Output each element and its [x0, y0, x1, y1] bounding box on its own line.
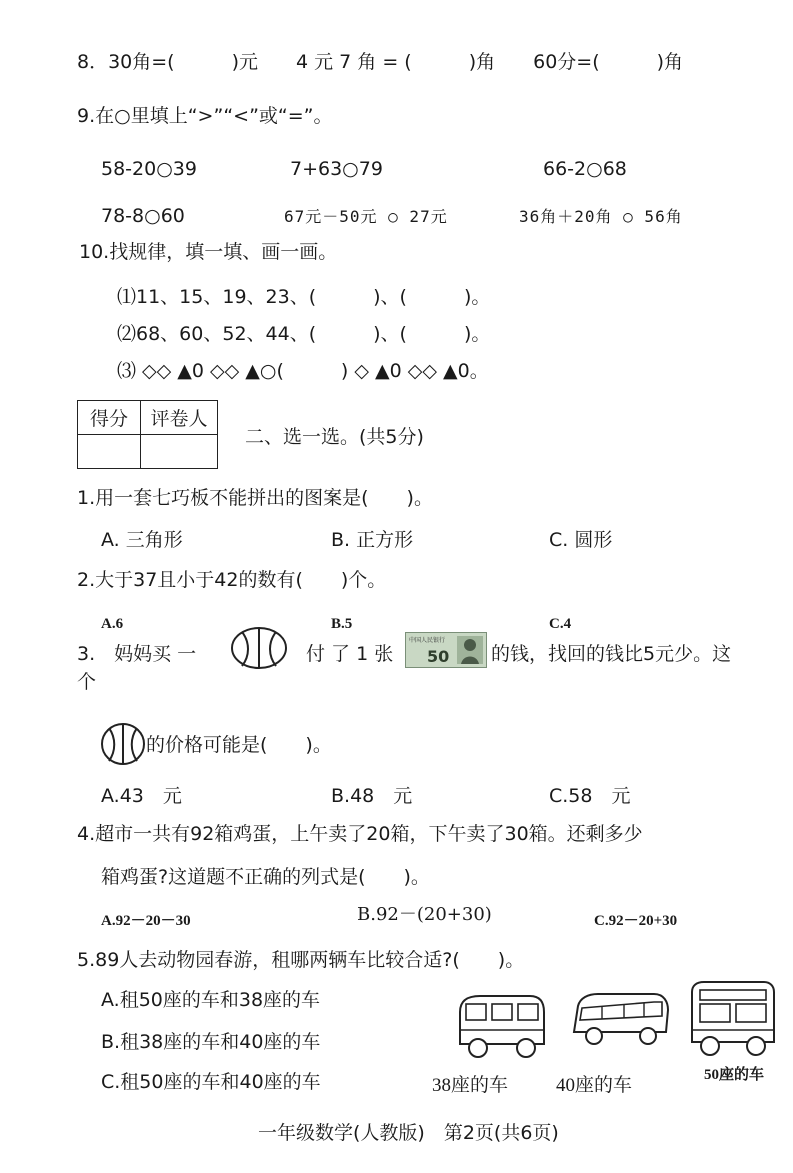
question-8: 8．30角=( )元 4 元 7 角 = ( )角 60分=( )角	[77, 51, 684, 73]
q9-item-a: 58-20○39	[101, 158, 197, 180]
select-q5: 5.89人去动物园春游，租哪两辆车比较合适?( )。	[77, 949, 525, 971]
question-10: 10.找规律，填一填、画一画。	[79, 241, 338, 263]
select-q3-option-c: C.58 元	[549, 785, 631, 807]
select-q1-option-a: A. 三角形	[101, 529, 183, 551]
select-q4: 4.超市一共有92箱鸡蛋，上午卖了20箱，下午卖了30箱。还剩多少	[77, 823, 643, 845]
select-q2-option-a: A.6	[101, 616, 124, 632]
select-q5-option-b: B.租38座的车和40座的车	[101, 1031, 321, 1053]
grader-cell	[141, 435, 218, 469]
select-q5-option-a: A.租50座的车和38座的车	[101, 989, 321, 1011]
select-q3-end: 的钱，找回的钱比5元少。这	[491, 643, 732, 665]
section-2-title: 二、选一选。(共5分)	[245, 426, 424, 448]
q10-item-2: ⑵68、60、52、44、( )、( )。	[117, 323, 491, 345]
select-q3-line2: 的价格可能是( )。	[146, 734, 332, 756]
select-q3-start: 3. 妈妈买 一	[77, 643, 197, 665]
select-q4-option-c: C.92－20+30	[594, 913, 678, 929]
bus-40-seat-image	[568, 988, 672, 1050]
q9-item-b: 7+63○79	[290, 158, 383, 180]
q9-item-f: 36角＋20角 ○ 56角	[519, 207, 683, 226]
van-38-seat-caption: 38座的车	[432, 1075, 509, 1096]
select-q2-option-b: B.5	[331, 616, 353, 632]
select-q1: 1.用一套七巧板不能拼出的图案是( )。	[77, 487, 433, 509]
select-q2: 2.大于37且小于42的数有( )个。	[77, 569, 387, 591]
select-q3-mid: 付 了 1 张	[306, 643, 394, 665]
q9-item-e: 67元－50元 ○ 27元	[284, 207, 448, 226]
basketball-icon	[228, 626, 290, 670]
score-table	[77, 400, 218, 469]
select-q5-option-c: C.租50座的车和40座的车	[101, 1071, 321, 1093]
basketball-icon	[99, 721, 147, 767]
bus-50-seat-caption: 50座的车	[704, 1067, 765, 1083]
select-q1-option-b: B. 正方形	[331, 529, 414, 551]
q9-item-d: 78-8○60	[101, 205, 185, 227]
bus-40-seat-caption: 40座的车	[556, 1075, 633, 1096]
q10-item-3: ⑶ ◇◇ ▲0 ◇◇ ▲○( ) ◇ ▲0 ◇◇ ▲0。	[117, 360, 489, 382]
score-cell	[78, 435, 141, 469]
q9-item-c: 66-2○68	[543, 158, 627, 180]
score-header: 得分	[78, 401, 141, 435]
select-q3-cont: 个	[77, 671, 97, 693]
select-q1-option-c: C. 圆形	[549, 529, 613, 551]
select-q4-cont: 箱鸡蛋?这道题不正确的列式是( )。	[101, 866, 430, 888]
q10-item-1: ⑴11、15、19、23、( )、( )。	[117, 286, 491, 308]
banknote-50-yuan-image	[405, 632, 487, 668]
banknote-bank-name: 中国人民银行	[409, 637, 446, 644]
select-q4-option-b: B.92－(20+30)	[357, 904, 492, 925]
bus-50-seat-image	[684, 978, 778, 1060]
page-footer: 一年级数学(人教版) 第2页(共6页)	[258, 1122, 559, 1144]
select-q3-option-b: B.48 元	[331, 785, 413, 807]
select-q3-option-a: A.43 元	[101, 785, 182, 807]
banknote-value: 50	[427, 647, 450, 666]
select-q2-option-c: C.4	[549, 616, 572, 632]
van-38-seat-image	[454, 990, 550, 1062]
grader-header: 评卷人	[141, 401, 218, 435]
select-q4-option-a: A.92－20－30	[101, 913, 191, 929]
question-9: 9.在○里填上“>”“<”或“=”。	[77, 105, 333, 127]
